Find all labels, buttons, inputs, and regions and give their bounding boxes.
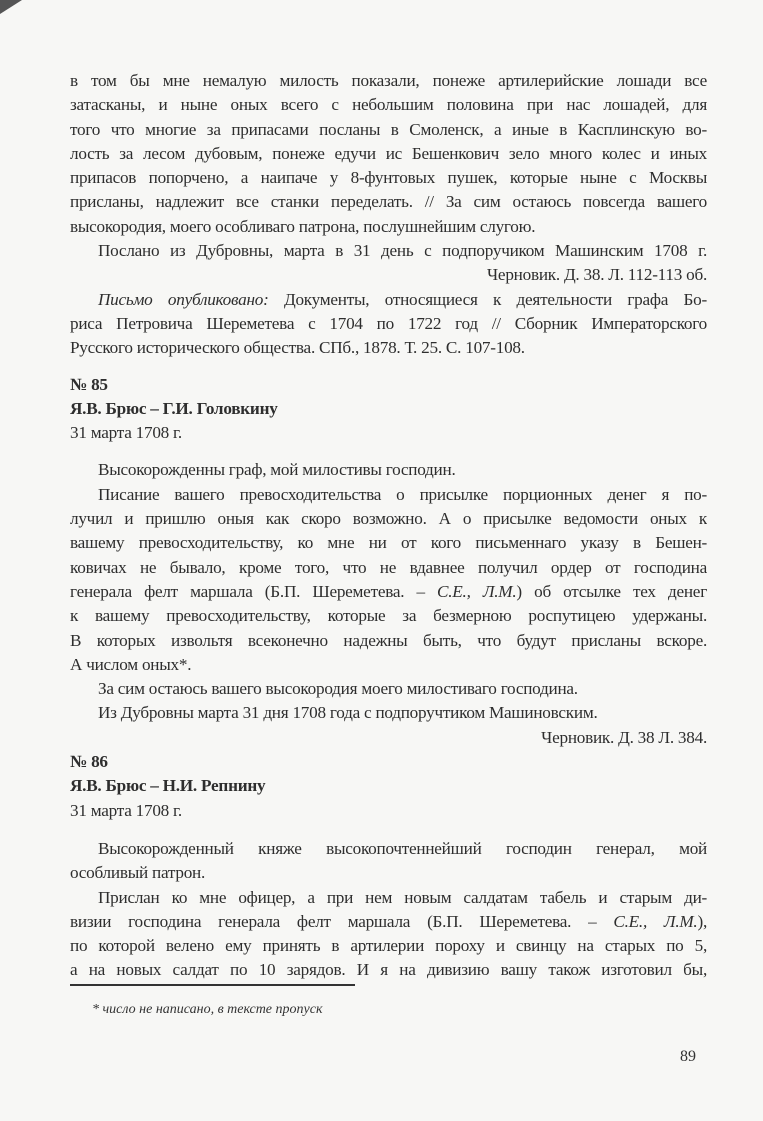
text-line [70,799,707,823]
text-span: по которой велено ему принять в артилерии пороху и свинцу на старых по 5, [70,936,707,956]
text-span: присланы, надлежит все станки переделать. // За сим остаюсь повсегда вашего [70,192,707,212]
text-span: А числом оных*. [70,654,192,674]
text-span: Русского исторического общества. СПб., 1878. Т. 25. С. 107-108. [70,338,525,358]
italic-text: С.Е., Л.М. [613,911,698,931]
text-span: лучил и пришлю оныя как скоро возможно. А о присылке ведомости оных к [70,509,707,529]
text-line [70,531,707,555]
text-line [70,886,707,910]
text-span: Высокорожденны граф, мой милостивы господин. [98,460,456,480]
text-span: Прислан ко мне офицер, а при нем новым салдатам табель и старым ди- [98,887,707,907]
text-line [70,774,707,798]
paragraph [70,886,707,983]
text-line [70,934,707,958]
text-line [70,580,707,604]
text-line [70,93,707,117]
paragraph [70,677,707,701]
paragraph [70,837,707,886]
text-span: Документы, относящиеся к деятельности графа Бо- [268,289,707,309]
paragraph [70,458,707,482]
text-line [70,726,707,750]
text-span: ) об отсылке тех денег [516,581,707,601]
footnote: * число не написано, в тексте пропуск [92,1002,323,1017]
text-span: лость за лесом дубовым, понеже едучи ис Бешенкович зело много колес и иных [70,143,707,163]
text-span: генерала фелт маршала (Б.П. Шереметева. – [70,581,438,601]
text-line [70,215,707,239]
text-line [70,604,707,628]
text-line [70,653,707,677]
text-span: Высокорожденный княже высокопочтеннейший господин генерал, мой [98,838,707,858]
text-span: 31 марта 1708 г. [70,423,182,443]
text-span: ковичах не бывало, кроме того, что не вдавнее получил ордер от господина [70,557,707,577]
text-line [70,312,707,336]
text-span: особливый патрон. [70,863,206,883]
text-span: затасканы, и ныне оных всего с небольшим половина при нас лошадей, для [70,95,707,115]
text-span: припасов попорчено, а наипаче у 8-фунтовых пушек, которые ныне с Москвы [70,168,707,188]
text-span: Черновик. Д. 38. Л. 112-113 об. [487,265,707,285]
document-heading [70,750,707,823]
text-span: того что многие за припасами посланы в Смоленск, а иные в Касплинскую во- [70,119,707,139]
bold-text: № 86 [70,752,108,772]
text-line [70,239,707,263]
text-line [70,837,707,861]
scan-corner-mark [0,0,22,14]
text-span: Писание вашего превосходительства о присылке порционных денег я по- [98,484,707,504]
text-span: За сим остаюсь вашего высокородия моего милостиваго господина. [98,679,578,699]
text-line [70,373,707,397]
text-span: в том бы мне немалую милость показали, понеже артилерийские лошади все [70,71,707,90]
text-line [70,421,707,445]
text-line [70,483,707,507]
paragraph [70,701,707,725]
text-line [70,629,707,653]
text-line [70,288,707,312]
text-line [70,263,707,287]
text-span: Из Дубровны марта 31 дня 1708 года с подпоручтиком Машиновским. [98,703,598,723]
paragraph [70,69,707,239]
text-span: Послано из Дубровны, марта в 31 день с подпоручиком Машинским 1708 г. [98,241,707,261]
text-line [70,458,707,482]
archive-reference [70,726,707,750]
bold-text: Я.В. Брюс – Н.И. Репнину [70,776,266,796]
text-line [70,142,707,166]
bold-text: Я.В. Брюс – Г.И. Головкину [70,398,278,418]
text-line [70,190,707,214]
paragraph [70,239,707,263]
text-line [70,69,707,93]
text-span: вашему превосходительству, ко мне ни от кого письменнаго указу в Бешен- [70,533,707,553]
text-line [70,861,707,885]
text-line [70,958,707,982]
text-span: а на новых салдат по 10 зарядов. И я на дивизию вашу також изготовил бы, [70,960,707,980]
paragraph [70,483,707,677]
bold-text: № 85 [70,374,108,394]
text-span: Черновик. Д. 38 Л. 384. [541,727,707,747]
text-line [70,750,707,774]
text-line [70,118,707,142]
italic-text: Письмо опубликовано: [98,289,269,309]
text-span: к вашему превосходительству, которые за безмерною роспутицею удержаны. [70,606,707,626]
text-line [70,336,707,360]
text-span: высокородия, моего особливаго патрона, послушнейшим слугою. [70,216,536,236]
page-body [70,69,707,983]
text-span: 31 марта 1708 г. [70,800,182,820]
paragraph [70,288,707,361]
footnote-divider [70,984,355,986]
text-line [70,910,707,934]
text-line [70,166,707,190]
text-line [70,507,707,531]
text-line [70,397,707,421]
text-span: визии господина генерала фелт маршала (Б.П. Шереметева. – [70,911,614,931]
text-line [70,556,707,580]
text-line [70,677,707,701]
page-number: 89 [680,1048,696,1065]
text-span: В которых извольтя всеконечно надежны быть, что будут присланы вскоре. [70,630,707,650]
italic-text: С.Е., Л.М. [437,581,517,601]
document-heading [70,373,707,446]
text-line [70,701,707,725]
text-span: ), [697,911,707,931]
text-span: риса Петровича Шереметева с 1704 по 1722 год // Сборник Императорского [70,313,707,333]
archive-reference [70,263,707,287]
